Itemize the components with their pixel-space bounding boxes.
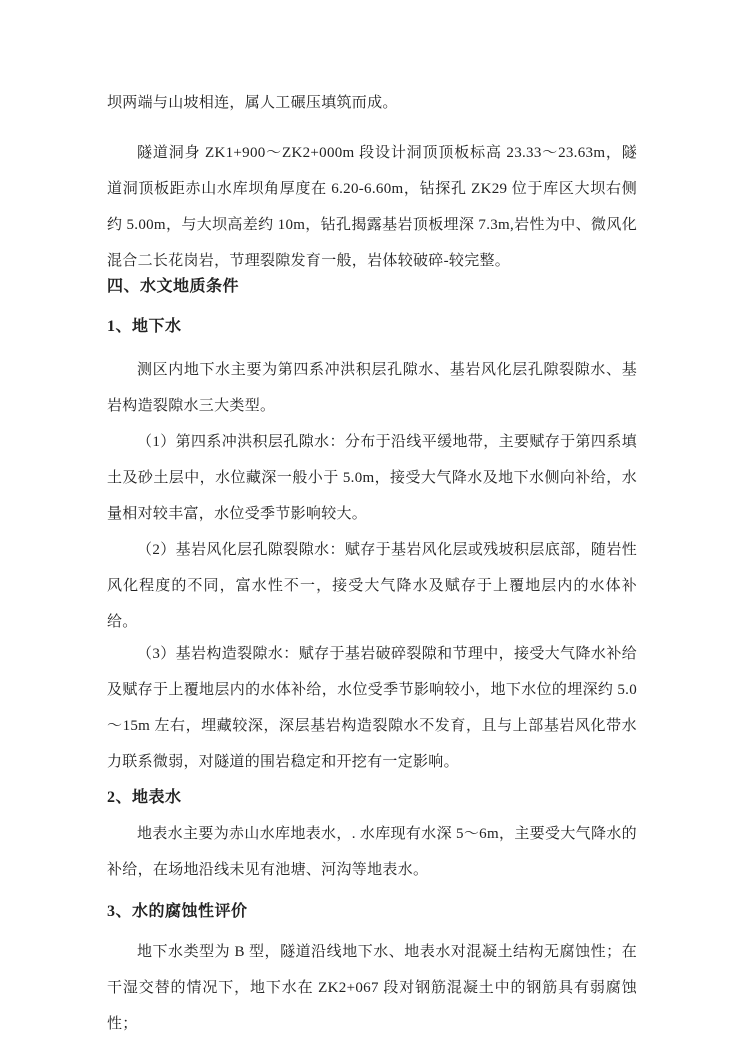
heading-water-corrosivity: 3、水的腐蚀性评价 — [107, 903, 248, 920]
paragraph-weathered-fissure-water: （2）基岩风化层孔隙裂隙水：赋存于基岩风化层或残坡积层底部，随岩性风化程度的不同，富水性不一，接受大气降水及赋存于上覆地层内的水体补给。 — [107, 542, 637, 630]
paragraph-water-corrosivity: 地下水类型为 B 型，隧道沿线地下水、地表水对混凝土结构无腐蚀性；在干湿交替的情况下，地下水在 ZK2+067 段对钢筋混凝土中的钢筋具有弱腐蚀性； — [107, 944, 637, 1032]
paragraph-tunnel-body: 隧道洞身 ZK1+900～ZK2+000m 段设计洞顶顶板标高 23.33～23.63m，隧道洞顶板距赤山水库坝角厚度在 6.20-6.60m，钻探孔 ZK29 位于库区大坝右侧约 5.00m，与大坝高差约 10m，钻孔揭露基岩顶板埋深 7.3m,岩性为中、微风化混合二长花岗岩，节理裂隙发育一般，岩体较破碎-较完整。 — [107, 145, 637, 269]
heading-groundwater: 1、地下水 — [107, 318, 182, 335]
paragraph-dam-connection: 坝两端与山坡相连，属人工碾压填筑而成。 — [107, 95, 398, 111]
paragraph-structural-fissure-water: （3）基岩构造裂隙水：赋存于基岩破碎裂隙和节理中，接受大气降水补给及赋存于上覆地层内的水体补给，水位受季节影响较小，地下水位的埋深约 5.0～15m 左右，埋藏较深，深层基岩构造裂隙水不发育，且与上部基岩风化带水力联系微弱，对隧道的围岩稳定和开挖有一定影响。 — [107, 646, 637, 770]
paragraph-groundwater-types: 测区内地下水主要为第四系冲洪积层孔隙水、基岩风化层孔隙裂隙水、基岩构造裂隙水三大类型。 — [107, 362, 637, 414]
paragraph-surface-water: 地表水主要为赤山水库地表水，. 水库现有水深 5～6m，主要受大气降水的补给，在场地沿线未见有池塘、河沟等地表水。 — [107, 826, 637, 878]
paragraph-quaternary-pore-water: （1）第四系冲洪积层孔隙水：分布于沿线平缓地带，主要赋存于第四系填土及砂土层中，水位藏深一般小于 5.0m，接受大气降水及地下水侧向补给，水量相对较丰富，水位受季节影响较大。 — [107, 434, 637, 522]
heading-surface-water: 2、地表水 — [107, 789, 182, 806]
heading-section4-hydrogeological-conditions: 四、水文地质条件 — [107, 278, 240, 295]
